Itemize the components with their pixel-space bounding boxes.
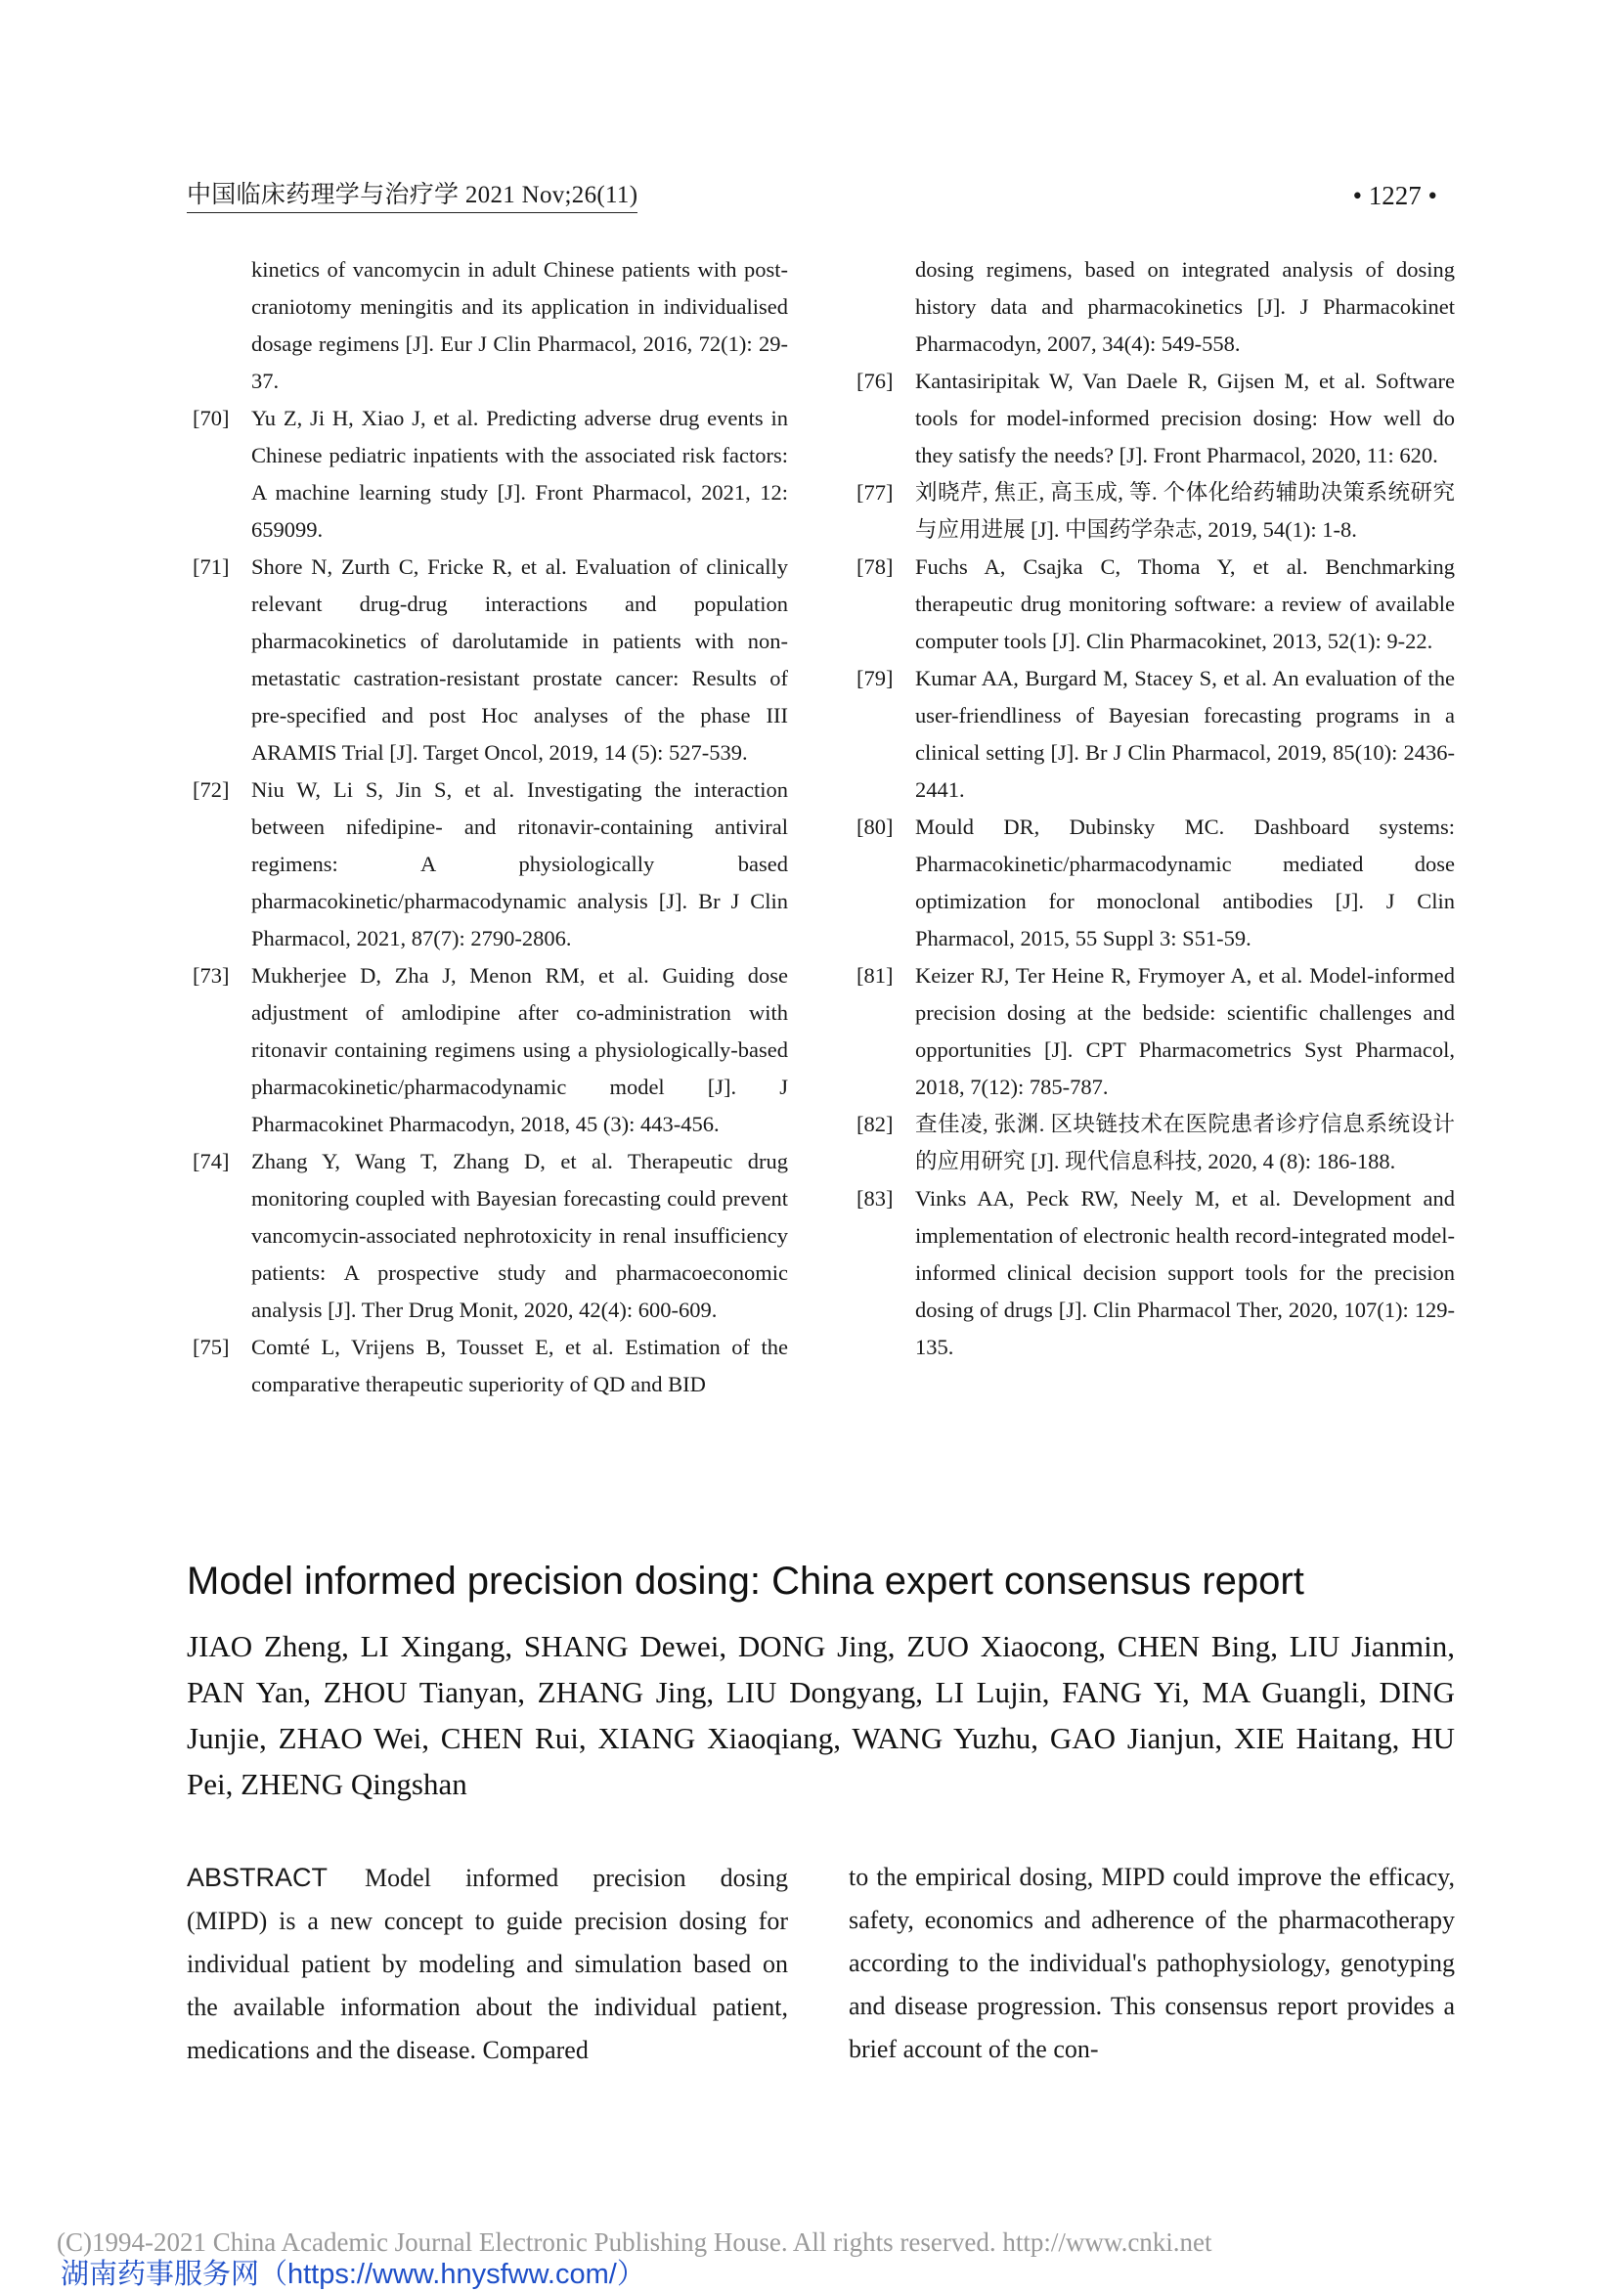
reference-number: [82] [856, 1112, 894, 1136]
reference-number: [70] [193, 406, 230, 430]
reference-item [187, 400, 788, 549]
reference-number: [76] [856, 369, 894, 393]
reference-item [851, 251, 1455, 363]
reference-item [187, 549, 788, 771]
article-title: Model informed precision dosing: China expert consensus report [187, 1560, 1304, 1603]
reference-item [851, 957, 1455, 1106]
reference-number: [81] [856, 963, 894, 988]
reference-item [187, 251, 788, 400]
reference-text: Shore N, Zurth C, Fricke R, et al. Evaluation of clinically relevant drug-drug interactions and population pharmacokinetics of darolutamide in patients with non-metastatic castration-resistant prostate cancer: Results of pre-specified and post Hoc analyses of the phase III ARAMIS Trial [J]. Target Oncol, 2019, 14 (5): 527-539. [251, 554, 788, 765]
reference-text: Mukherjee D, Zha J, Menon RM, et al. Guiding dose adjustment of amlodipine after co-administration with ritonavir containing regimens using a physiologically-based pharmacokinetic/pharmacodynamic model [J]. J Pharmacokinet Pharmacodyn, 2018, 45 (3): 443-456. [251, 963, 788, 1136]
reference-item [187, 771, 788, 957]
reference-text: kinetics of vancomycin in adult Chinese patients with post-craniotomy meningitis and its application in individualised dosage regimens [J]. Eur J Clin Pharmacol, 2016, 72(1): 29-37. [251, 257, 788, 393]
reference-text: Kumar AA, Burgard M, Stacey S, et al. An evaluation of the user-friendliness of Bayesian forecasting programs in a clinical setting [J]. Br J Clin Pharmacol, 2019, 85(10): 2436-2441. [915, 666, 1455, 802]
reference-item [851, 809, 1455, 957]
references-right-column [851, 251, 1455, 1366]
page-number: • 1227 • [1352, 181, 1437, 210]
reference-number: [78] [856, 554, 894, 579]
reference-item [851, 1180, 1455, 1366]
abstract-right-column [849, 1856, 1455, 2071]
reference-text: Keizer RJ, Ter Heine R, Frymoyer A, et al. Model-informed precision dosing at the bedside: scientific challenges and opportunities [J]. CPT Pharmacometrics Syst Pharmacol, 2018, 7(12): 785-787. [915, 963, 1455, 1099]
reference-number: [83] [856, 1186, 894, 1211]
reference-item [187, 1329, 788, 1403]
reference-number: [75] [193, 1335, 230, 1359]
reference-number: [74] [193, 1149, 230, 1173]
reference-number: [73] [193, 963, 230, 988]
reference-text: Kantasiripitak W, Van Daele R, Gijsen M, et al. Software tools for model-informed precision dosing: How well do they satisfy the needs? [J]. Front Pharmacol, 2020, 11: 620. [915, 369, 1455, 467]
reference-item [851, 474, 1455, 549]
reference-text: Comté L, Vrijens B, Tousset E, et al. Estimation of the comparative therapeutic superiority of QD and BID [251, 1335, 788, 1396]
reference-number: [71] [193, 554, 230, 579]
references-left-column [187, 251, 788, 1403]
reference-number: [80] [856, 815, 894, 839]
reference-text: 刘晓芹, 焦正, 高玉成, 等. 个体化给药辅助决策系统研究与应用进展 [J]. 中国药学杂志, 2019, 54(1): 1-8. [915, 480, 1455, 542]
abstract-text-left: Model informed precision dosing (MIPD) is a new concept to guide precision dosing for individual patient by modeling and simulation based on the available information about the individual patient, medications and the disease. Compared [187, 1864, 788, 2064]
reference-item [851, 660, 1455, 809]
reference-text: Zhang Y, Wang T, Zhang D, et al. Therapeutic drug monitoring coupled with Bayesian forecasting could prevent vancomycin-associated nephrotoxicity in renal insufficiency patients: A prospective study and pharmacoeconomic analysis [J]. Ther Drug Monit, 2020, 42(4): 600-609. [251, 1149, 788, 1322]
reference-text: Fuchs A, Csajka C, Thoma Y, et al. Benchmarking therapeutic drug monitoring software: a review of available computer tools [J]. Clin Pharmacokinet, 2013, 52(1): 9-22. [915, 554, 1455, 653]
abstract-label: ABSTRACT [187, 1863, 329, 1892]
reference-number: [79] [856, 666, 894, 690]
reference-number: [72] [193, 777, 230, 802]
abstract-left-column [187, 1856, 788, 2072]
reference-item [851, 549, 1455, 660]
copyright-watermark: (C)1994-2021 China Academic Journal Electronic Publishing House. All rights reserved. http://www.cnki.net [57, 2227, 1212, 2257]
author-list: JIAO Zheng, LI Xingang, SHANG Dewei, DONG Jing, ZUO Xiaocong, CHEN Bing, LIU Jianmin, PAN Yan, ZHOU Tianyan, ZHANG Jing, LIU Dongyang, LI Lujin, FANG Yi, MA Guangli, DING Junjie, ZHAO Wei, CHEN Rui, XIANG Xiaoqiang, WANG Yuzhu, GAO Jianjun, XIE Haitang, HU Pei, ZHENG Qingshan [187, 1629, 1455, 1801]
reference-text: Niu W, Li S, Jin S, et al. Investigating the interaction between nifedipine- and ritonavir-containing antiviral regimens: A physiologically based pharmacokinetic/pharmacodynamic analysis [J]. Br J Clin Pharmacol, 2021, 87(7): 2790-2806. [251, 777, 788, 950]
reference-text: Mould DR, Dubinsky MC. Dashboard systems: Pharmacokinetic/pharmacodynamic mediated dose optimization for monoclonal antibodies [J]. J Clin Pharmacol, 2015, 55 Suppl 3: S51-59. [915, 815, 1455, 950]
source-watermark-link[interactable]: 湖南药事服务网（https://www.hnysfww.com/） [61, 2259, 645, 2290]
reference-text: 查佳凌, 张渊. 区块链技术在医院患者诊疗信息系统设计的应用研究 [J]. 现代信息科技, 2020, 4 (8): 186-188. [915, 1112, 1455, 1173]
reference-number: [77] [856, 480, 894, 505]
reference-item [851, 1106, 1455, 1180]
reference-item [187, 957, 788, 1143]
reference-item [851, 363, 1455, 474]
reference-text: dosing regimens, based on integrated analysis of dosing history data and pharmacokinetics [J]. J Pharmacokinet Pharmacodyn, 2007, 34(4): 549-558. [915, 257, 1455, 356]
reference-text: Yu Z, Ji H, Xiao J, et al. Predicting adverse drug events in Chinese pediatric inpatients with the associated risk factors: A machine learning study [J]. Front Pharmacol, 2021, 12: 659099. [251, 406, 788, 542]
reference-text: Vinks AA, Peck RW, Neely M, et al. Development and implementation of electronic health record-integrated model-informed clinical decision support tools for the precision dosing of drugs [J]. Clin Pharmacol Ther, 2020, 107(1): 129-135. [915, 1186, 1455, 1359]
reference-item [187, 1143, 788, 1329]
abstract-text-right: to the empirical dosing, MIPD could improve the efficacy, safety, economics and adherence of the pharmacotherapy according to the individual's pathophysiology, genotyping and disease progression. This consensus report provides a brief account of the con- [849, 1863, 1455, 2063]
running-header-journal: 中国临床药理学与治疗学 2021 Nov;26(11) [187, 179, 637, 213]
